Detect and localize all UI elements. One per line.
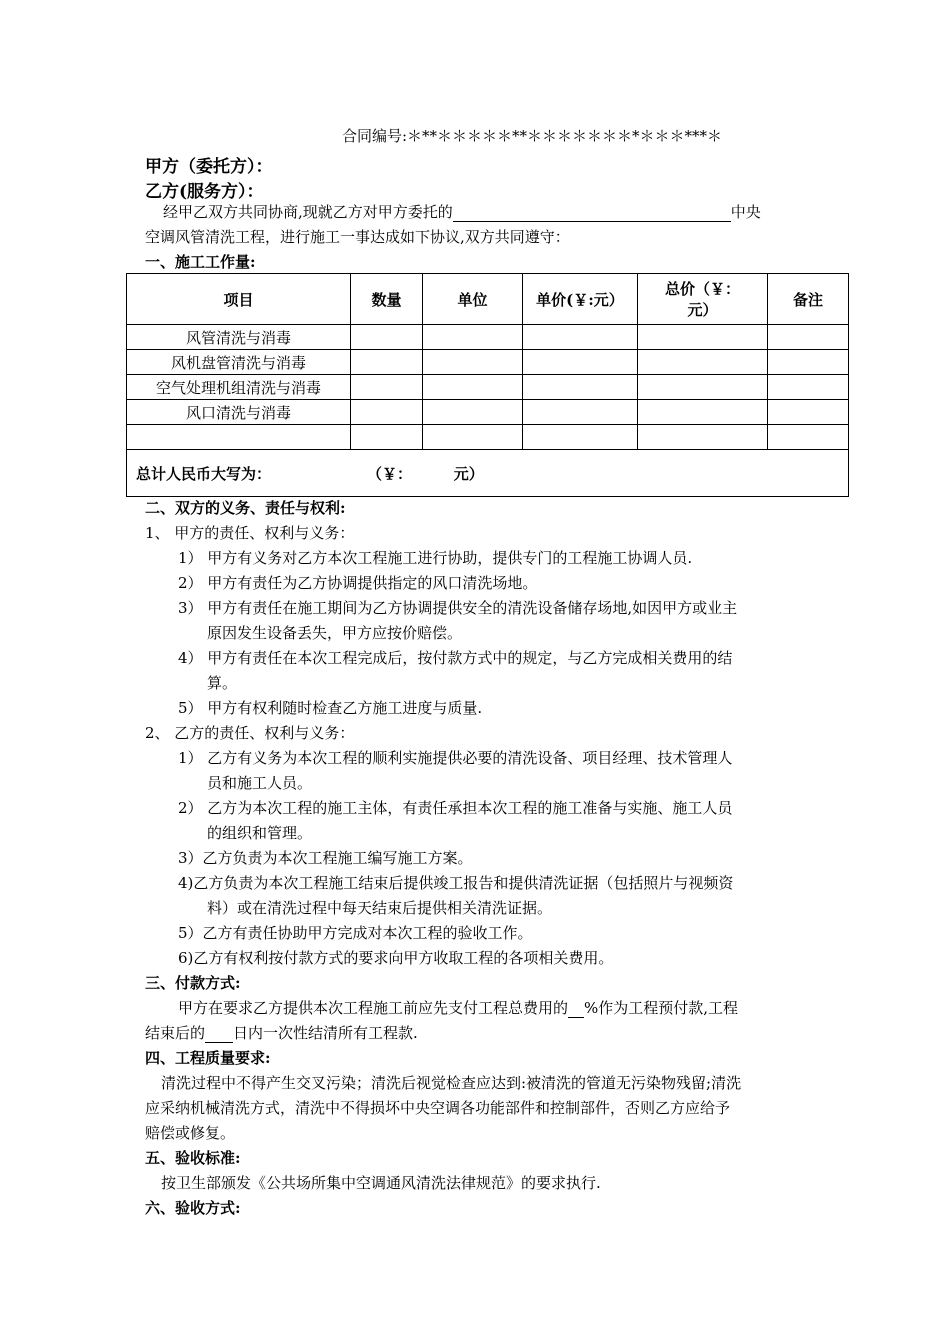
- cell: [768, 325, 849, 350]
- row-item: 风管清洗与消毒: [127, 325, 351, 350]
- header-unit: 单位: [423, 274, 523, 325]
- section-2-title: 二、双方的义务、责任与权利:: [145, 499, 346, 517]
- cell: [423, 375, 523, 400]
- total-label: 总计人民币大写为：: [136, 464, 272, 483]
- cell: [351, 350, 423, 375]
- header-remarks: 备注: [768, 274, 849, 325]
- table-row: [127, 375, 849, 400]
- cell: [638, 375, 768, 400]
- section-5-title: 五、验收标准:: [145, 1149, 241, 1167]
- cell: [523, 400, 638, 425]
- entrusted-project-blank: [453, 205, 731, 222]
- table-row: [127, 350, 849, 375]
- cell: [638, 425, 768, 450]
- party-a-item-4-cont: 算。: [207, 674, 238, 692]
- cell: [768, 400, 849, 425]
- cell: [638, 350, 768, 375]
- party-b-item-1-cont: 员和施工人员。: [207, 774, 313, 792]
- party-a-item-5: 5） 甲方有权利随时检查乙方施工进度与质量.: [178, 699, 483, 717]
- payment-text-2: %作为工程预付款,工程: [584, 999, 739, 1017]
- payment-text-1: 甲方在要求乙方提供本次工程施工前应先支付工程总费用的: [178, 999, 569, 1017]
- row-item: 风机盘管清洗与消毒: [127, 350, 351, 375]
- acceptance-standard-text: 按卫生部颁发《公共场所集中空调通风清洗法律规范》的要求执行.: [161, 1174, 601, 1192]
- payment-text-4: 日内一次性结清所有工程款.: [233, 1024, 418, 1042]
- party-b-duties-title: 2、 乙方的责任、权利与义务：: [145, 724, 355, 742]
- cell: [423, 325, 523, 350]
- section-1-title: 一、施工工作量:: [145, 253, 256, 271]
- intro-text-post: 中央: [730, 203, 761, 221]
- intro-line-1: [163, 202, 761, 222]
- workload-table: [126, 273, 849, 497]
- intro-text-pre: 经甲乙双方共同协商,现就乙方对甲方委托的: [163, 203, 453, 221]
- cell: [768, 375, 849, 400]
- section-3-title: 三、付款方式:: [145, 974, 241, 992]
- party-b-item-2: 2） 乙方为本次工程的施工主体，有责任承担本次工程的施工准备与实施、施工人员: [178, 799, 733, 817]
- party-a-label: 甲方（委托方）：: [145, 157, 273, 177]
- party-b-item-4-cont: 料）或在清洗过程中每天结束后提供相关清洗证据。: [207, 899, 553, 917]
- cell: [351, 375, 423, 400]
- settlement-days-blank: [205, 1026, 233, 1043]
- cell: [638, 400, 768, 425]
- payment-line-2: [145, 1023, 418, 1043]
- party-a-item-2: 2） 甲方有责任为乙方协调提供指定的风口清洗场地。: [178, 574, 538, 592]
- cell: [351, 400, 423, 425]
- party-a-item-1: 1） 甲方有义务对乙方本次工程施工进行协助，提供专门的工程施工协调人员.: [178, 549, 693, 567]
- quality-line-3: 赔偿或修复。: [145, 1124, 236, 1142]
- quality-line-1: 清洗过程中不得产生交叉污染；清洗后视觉检查应达到:被清洗的管道无污染物残留;清洗: [161, 1074, 742, 1092]
- section-4-title: 四、工程质量要求:: [145, 1049, 271, 1067]
- party-b-item-1: 1） 乙方有义务为本次工程的顺利实施提供必要的清洗设备、项目经理、技术管理人: [178, 749, 733, 767]
- row-item: 风口清洗与消毒: [127, 400, 351, 425]
- cell: [523, 375, 638, 400]
- party-a-item-4: 4） 甲方有责任在本次工程完成后，按付款方式中的规定，与乙方完成相关费用的结: [178, 649, 733, 667]
- section-6-title: 六、验收方式:: [145, 1199, 241, 1217]
- cell: [351, 425, 423, 450]
- party-b-label: 乙方(服务方）：: [145, 182, 264, 202]
- row-item: 空气处理机组清洗与消毒: [127, 375, 351, 400]
- cell: [523, 325, 638, 350]
- table-row: [127, 325, 849, 350]
- quality-line-2: 应采纳机械清洗方式，清洗中不得损坏中央空调各功能部件和控制部件，否则乙方应给予: [145, 1099, 731, 1117]
- cell: [351, 325, 423, 350]
- header-total-price-l1: 总价（￥：: [664, 280, 740, 298]
- header-quantity: 数量: [351, 274, 423, 325]
- party-b-item-6: 6)乙方有权利按付款方式的要求向甲方收取工程的各项相关费用。: [178, 949, 614, 967]
- total-amount: （￥： 元）: [367, 464, 484, 483]
- table-row: [127, 400, 849, 425]
- header-total-price-l2: 元）: [687, 301, 718, 319]
- total-cell: [127, 450, 849, 497]
- row-item: [127, 425, 351, 450]
- header-unit-price: 单价(￥:元）: [523, 274, 638, 325]
- cell: [423, 425, 523, 450]
- party-b-item-4: 4)乙方负责为本次工程施工结束后提供竣工报告和提供清洗证据（包括照片与视频资: [178, 874, 734, 892]
- intro-line-2: 空调风管清洗工程，进行施工一事达成如下协议,双方共同遵守：: [145, 228, 570, 246]
- party-b-item-3: 3）乙方负责为本次工程施工编写施工方案。: [178, 849, 473, 867]
- cell: [523, 425, 638, 450]
- cell: [423, 350, 523, 375]
- party-a-item-3-cont: 原因发生设备丢失，甲方应按价赔偿。: [207, 624, 463, 642]
- header-total-price: [638, 274, 768, 325]
- cell: [638, 325, 768, 350]
- contract-number: 合同编号:＊**＊＊＊＊＊**＊＊＊＊＊＊＊*＊＊＊***＊: [342, 127, 723, 145]
- party-a-duties-title: 1、 甲方的责任、权利与义务：: [145, 524, 355, 542]
- cell: [768, 425, 849, 450]
- table-header-row: [127, 274, 849, 325]
- party-a-item-3: 3） 甲方有责任在施工期间为乙方协调提供安全的清洗设备储存场地,如因甲方或业主: [178, 599, 738, 617]
- payment-line-1: [178, 998, 738, 1018]
- table-total-row: [127, 450, 849, 497]
- cell: [768, 350, 849, 375]
- party-b-item-2-cont: 的组织和管理。: [207, 824, 313, 842]
- header-item: 项目: [127, 274, 351, 325]
- table-row: [127, 425, 849, 450]
- payment-text-3: 结束后的: [145, 1024, 206, 1042]
- cell: [523, 350, 638, 375]
- prepayment-percent-blank: [568, 1001, 584, 1018]
- cell: [423, 400, 523, 425]
- party-b-item-5: 5）乙方有责任协助甲方完成对本次工程的验收工作。: [178, 924, 533, 942]
